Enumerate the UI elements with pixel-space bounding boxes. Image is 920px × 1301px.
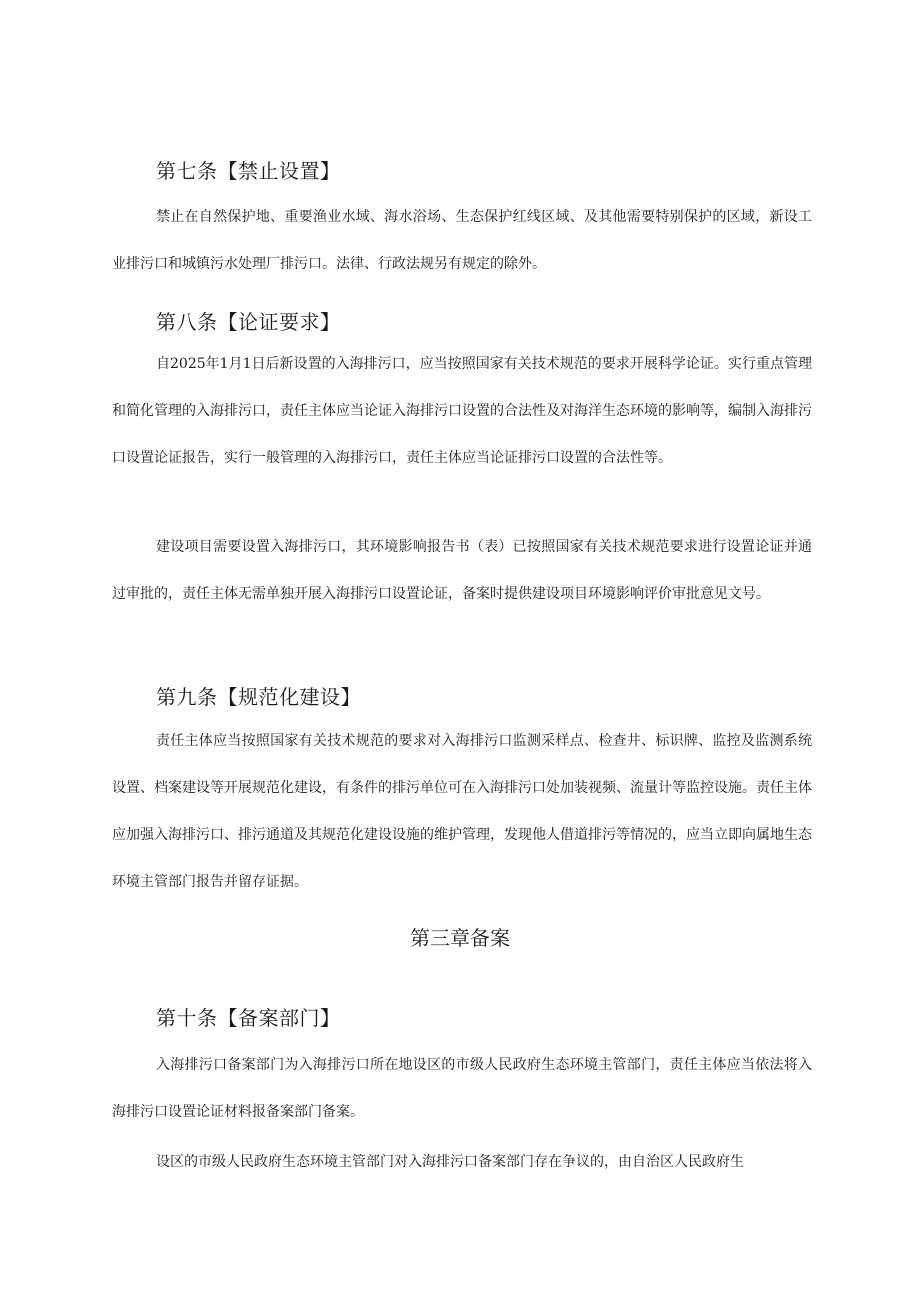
article-8-paragraph-2: 建设项目需要设置入海排污口，其环境影响报告书（表）已按照国家有关技术规范要求进行设置论证并通过审批的，责任主体无需单独开展入海排污口设置论证，备案时提供建设项目环境影响评价审批意见文号。 [112, 539, 812, 602]
article-7-heading: 第七条【禁止设置】 [156, 159, 341, 183]
article-10-paragraph-1: 入海排污口备案部门为入海排污口所在地设区的市级人民政府生态环境主管部门，责任主体应当依法将入海排污口设置论证材料报备案部门备案。 [112, 1057, 812, 1120]
article-7-paragraph-1: 禁止在自然保护地、重要渔业水域、海水浴场、生态保护红线区域、及其他需要特别保护的区域，新设工业排污口和城镇污水处理厂排污口。法律、行政法规另有规定的除外。 [112, 209, 812, 272]
article-9-heading: 第九条【规范化建设】 [156, 685, 361, 709]
article-10-paragraph-2: 设区的市级人民政府生态环境主管部门对入海排污口备案部门存在争议的，由自治区人民政府生 [156, 1154, 744, 1170]
article-10-heading: 第十条【备案部门】 [156, 1006, 341, 1030]
article-8-heading: 第八条【论证要求】 [156, 310, 341, 334]
chapter-3-title: 第三章备案 [410, 926, 510, 950]
article-8-paragraph-1: 自2025年1月1日后新设置的入海排污口，应当按照国家有关技术规范的要求开展科学论证。实行重点管理和简化管理的入海排污口，责任主体应当论证入海排污口设置的合法性及对海洋生态环境的影响等，编制入海排污口设置论证报告，实行一般管理的入海排污口，责任主体应当论证排污口设置的合法性等。 [112, 356, 812, 466]
article-9-paragraph-1: 责任主体应当按照国家有关技术规范的要求对入海排污口监测采样点、检查井、标识牌、监控及监测系统设置、档案建设等开展规范化建设，有条件的排污单位可在入海排污口处加装视频、流量计等监控设施。责任主体应加强入海排污口、排污通道及其规范化建设设施的维护管理，发现他人借道排污等情况的，应当立即向属地生态环境主管部门报告并留存证据。 [112, 733, 812, 890]
